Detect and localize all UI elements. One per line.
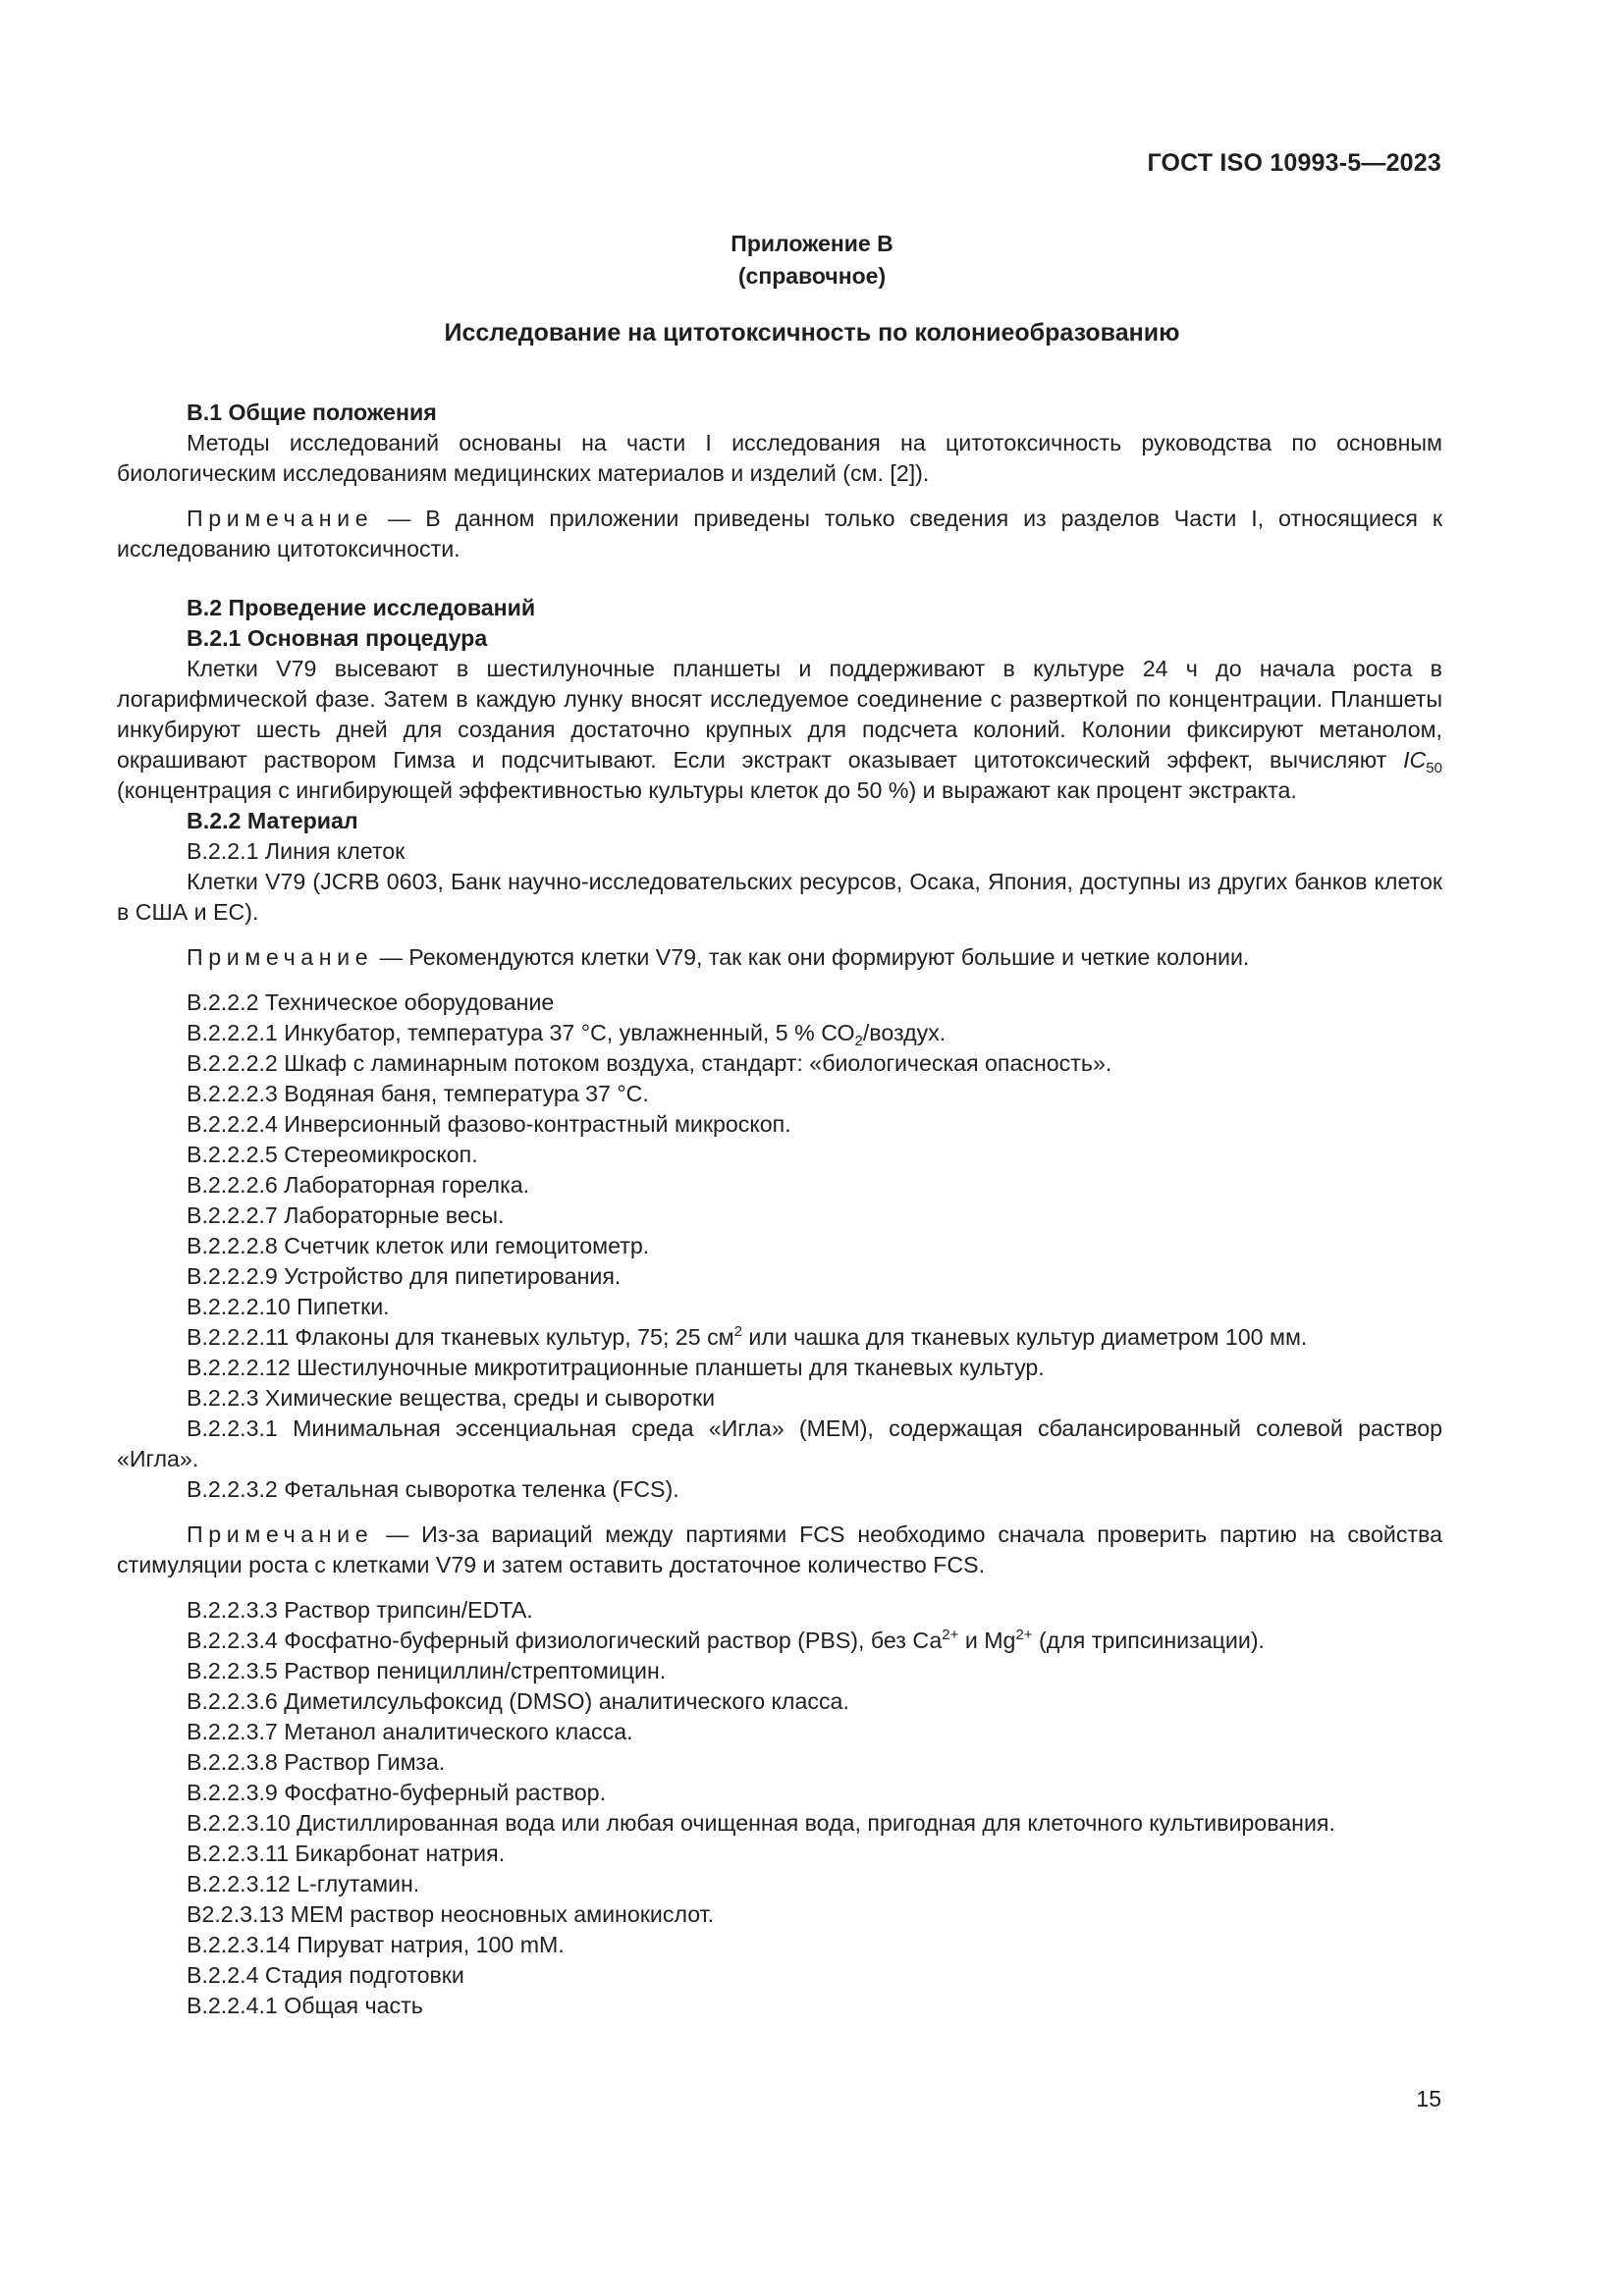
clause: В.2.2.3.11 Бикарбонат натрия. — [187, 1841, 506, 1866]
note-label: Примечание — [187, 1522, 374, 1547]
note-text: — В данном приложении приведены только сведения из разделов Части I, относящиеся к исследованию цитотоксичности. — [117, 506, 1442, 561]
clause-text: В.2.2.2.1 Инкубатор, температура 37 °С, увлажненный, 5 % СО — [187, 1020, 855, 1045]
note-text: — Рекомендуются клетки V79, так как они формируют большие и четкие колонии. — [373, 944, 1250, 970]
clause: В.2.2.2.5 Стереомикроскоп. — [187, 1142, 478, 1167]
clause: В.2.2.1 Линия клеток — [187, 838, 406, 864]
clause-text: и Mg — [958, 1628, 1016, 1653]
clause: В.2.2.2.6 Лабораторная горелка. — [187, 1172, 530, 1198]
clause-text: (для трипсинизации). — [1032, 1628, 1266, 1653]
document-body — [117, 398, 1442, 2021]
paragraph: Методы исследований основаны на части I исследования на цитотоксичность руководства по основным биологическим исследованиям медицинских материалов и изделий (см. [2]). — [117, 430, 1442, 486]
note-label: Примечание — [187, 944, 374, 970]
clause: В.2.2.3.5 Раствор пенициллин/стрептомицин. — [187, 1658, 667, 1683]
clause: В.2.2.3.14 Пируват натрия, 100 mM. — [187, 1932, 565, 1957]
clause: В.2.2.3.9 Фосфатно-буферный раствор. — [187, 1780, 607, 1805]
clause: В.2.2.2.4 Инверсионный фазово-контрастный микроскоп. — [187, 1111, 791, 1137]
superscript: 2+ — [1015, 1627, 1033, 1643]
clause — [117, 1018, 1442, 1048]
note — [117, 504, 1442, 564]
subsection-heading: В.2.1 Основная процедура — [187, 625, 488, 651]
clause-text: или чашка для тканевых культур диаметром 100 мм. — [741, 1324, 1308, 1350]
document-code: ГОСТ ISO 10993-5—2023 — [1147, 149, 1441, 177]
ic50-symbol: IC — [1403, 747, 1427, 773]
clause: В.2.2.3.12 L-глутамин. — [187, 1871, 420, 1896]
clause-text: В.2.2.3.4 Фосфатно-буферный физиологический раствор (PBS), без Са — [187, 1628, 943, 1653]
clause: В.2.2.3.7 Метанол аналитического класса. — [187, 1719, 633, 1744]
paragraph-text: Клетки V79 высевают в шестилуночные планшеты и поддерживают в культуре 24 ч до начала роста в логарифмической фазе. Затем в каждую лунку вносят исследуемое соединение с разверткой по концентрации. Планшеты инкубируют шесть дней для создания достаточно крупных для подсчета колоний. Колонии фиксируют метанолом, окрашивают раствором Гимза и подсчитывают. Если экстракт оказывает цитотоксический эффект, вычисляют — [117, 656, 1442, 773]
note — [117, 1520, 1442, 1580]
note — [117, 942, 1442, 973]
clause-text: В.2.2.2.11 Флаконы для тканевых культур, 75; 25 см — [187, 1324, 734, 1350]
clause: В.2.2.2.2 Шкаф с ламинарным потоком воздуха, стандарт: «биологическая опасность». — [187, 1050, 1112, 1076]
section-heading: В.2 Проведение исследований — [187, 595, 536, 620]
clause — [117, 1322, 1442, 1353]
clause: В.2.2.4 Стадия подготовки — [187, 1962, 464, 1988]
clause: В.2.2.3.1 Минимальная эссенциальная среда «Игла» (МЕМ), содержащая сбалансированный солевой раствор «Игла». — [117, 1415, 1442, 1471]
note-label: Примечание — [187, 506, 374, 531]
superscript: 2 — [733, 1323, 742, 1340]
clause: В.2.2.3 Химические вещества, среды и сыворотки — [187, 1385, 716, 1411]
paragraph: Клетки V79 (JCRB 0603, Банк научно-исследовательских ресурсов, Осака, Япония, доступны из других банков клеток в США и ЕС). — [117, 869, 1442, 925]
clause: В.2.2.2.9 Устройство для пипетирования. — [187, 1263, 622, 1289]
clause: В.2.2.3.8 Раствор Гимза. — [187, 1749, 446, 1775]
paragraph — [117, 654, 1442, 806]
annex-main-title: Исследование на цитотоксичность по колониеобразованию — [444, 319, 1180, 347]
clause: В.2.2.4.1 Общая часть — [187, 1993, 423, 2018]
paragraph-text: (концентрация с ингибирующей эффективностью культуры клеток до 50 %) и выражают как процент экстракта. — [117, 777, 1297, 803]
clause: В.2.2.3.2 Фетальная сыворотка теленка (FCS). — [187, 1476, 679, 1502]
clause: В.2.2.2.3 Водяная баня, температура 37 °С. — [187, 1081, 649, 1106]
clause: В.2.2.3.6 Диметилсульфоксид (DMSO) аналитического класса. — [187, 1688, 849, 1714]
subscript: 2 — [854, 1033, 863, 1049]
clause: В.2.2.3.10 Дистиллированная вода или любая очищенная вода, пригодная для клеточного культивирования. — [187, 1810, 1335, 1836]
page-number: 15 — [1416, 2086, 1441, 2111]
clause: В2.2.3.13 МЕМ раствор неосновных аминокислот. — [187, 1901, 715, 1927]
note-text: — Из-за вариаций между партиями FCS необходимо сначала проверить партию на свойства стимуляции роста с клетками V79 и затем оставить достаточное количество FCS. — [117, 1522, 1442, 1577]
annex-title: Приложение В — [731, 231, 893, 256]
clause — [117, 1626, 1442, 1656]
section-heading: В.1 Общие положения — [187, 400, 437, 425]
clause: В.2.2.2.7 Лабораторные весы. — [187, 1202, 505, 1228]
clause: В.2.2.2.8 Счетчик клеток или гемоцитометр. — [187, 1233, 650, 1258]
clause: В.2.2.3.3 Раствор трипсин/EDTA. — [187, 1597, 533, 1623]
clause: В.2.2.2.10 Пипетки. — [187, 1294, 390, 1319]
clause: В.2.2.2 Техническое оборудование — [187, 989, 555, 1015]
subsection-heading: В.2.2 Материал — [187, 808, 358, 833]
clause-text: /воздух. — [862, 1020, 947, 1045]
annex-type: (справочное) — [737, 263, 887, 289]
superscript: 2+ — [942, 1627, 959, 1643]
clause: В.2.2.2.12 Шестилуночные микротитрационные планшеты для тканевых культур. — [187, 1355, 1045, 1380]
annex-heading — [118, 228, 1506, 293]
ic50-subscript: 50 — [1426, 760, 1442, 776]
